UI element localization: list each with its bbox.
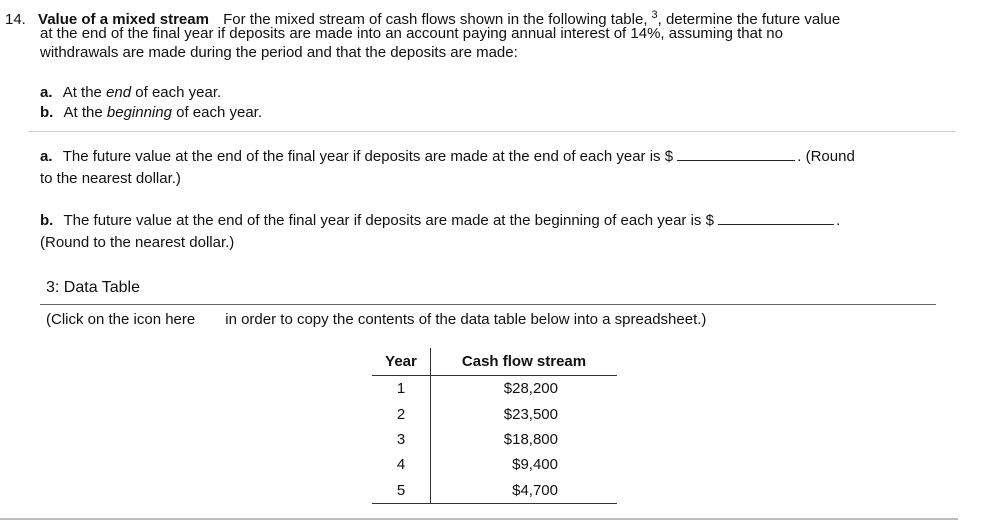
table-row [372, 452, 617, 477]
part-b-description [40, 104, 262, 122]
table-row [372, 401, 617, 426]
problem-number: 14. [5, 11, 26, 28]
problem-intro-end: , determine the future value [657, 11, 841, 28]
bottom-divider [0, 518, 958, 520]
part-a-description [40, 84, 221, 102]
answer-b-after: . [836, 212, 841, 229]
data-table [372, 348, 617, 504]
header-cash-flow: Cash flow stream [431, 348, 618, 376]
answer-a-line1 [40, 146, 855, 166]
table-header-row [372, 348, 617, 376]
answer-b-input[interactable] [718, 210, 834, 225]
cell-cash-flow: $4,700 [431, 478, 618, 504]
answer-b-text: The future value at the end of the final year if deposits are made at the beginning of each year is $ [63, 212, 714, 229]
cell-cash-flow: $28,200 [503, 380, 558, 398]
answer-a-after: . (Round [797, 148, 855, 165]
cell-cash-flow: $18,800 [503, 430, 558, 448]
answer-b-label: b. [40, 212, 54, 229]
part-a-em: end [106, 84, 132, 101]
cell-cash-flow: $9,400 [512, 456, 558, 474]
data-table-divider [40, 304, 936, 305]
part-b-label: b. [40, 104, 54, 121]
answer-a-text: The future value at the end of the final year if deposits are made at the end of each year is $ [62, 148, 674, 165]
data-table-instructions [46, 311, 706, 329]
cell-year: 3 [372, 427, 431, 452]
table-row [372, 376, 617, 402]
part-a-label: a. [40, 84, 53, 101]
data-table-title: 3: Data Table [46, 279, 140, 296]
header-year: Year [372, 348, 431, 376]
problem-title: Value of a mixed stream [38, 11, 209, 28]
footnote-ref[interactable]: 3 [651, 9, 658, 21]
cell-year: 4 [372, 452, 431, 477]
section-divider [28, 131, 956, 132]
table-row [372, 478, 617, 504]
part-a-post: of each year. [135, 84, 222, 101]
answer-b-line2: (Round to the nearest dollar.) [40, 234, 235, 251]
part-b-em: beginning [106, 104, 172, 121]
answer-a-label: a. [40, 148, 53, 165]
problem-intro-line2: at the end of the final year if deposits are made into an account paying annual interest of 14%, assuming that no [40, 25, 783, 42]
instruction-post: in order to copy the contents of the data table below into a spreadsheet.) [225, 311, 707, 328]
cell-year: 2 [372, 401, 431, 426]
cell-year: 5 [372, 478, 431, 504]
spreadsheet-copy-icon[interactable] [203, 313, 217, 327]
table-row [372, 427, 617, 452]
problem-intro: For the mixed stream of cash flows shown in the following table, [223, 11, 648, 28]
instruction-pre: (Click on the icon here [46, 311, 196, 328]
part-a-pre: At the [62, 84, 102, 101]
part-b-post: of each year. [176, 104, 263, 121]
answer-a-line2: to the nearest dollar.) [40, 170, 181, 187]
problem-intro-line3: withdrawals are made during the period and that the deposits are made: [40, 44, 518, 61]
cell-year: 1 [372, 376, 431, 402]
answer-b-line1 [40, 210, 840, 230]
part-b-pre: At the [63, 104, 103, 121]
cell-cash-flow: $23,500 [503, 405, 558, 423]
answer-a-input[interactable] [677, 146, 795, 161]
